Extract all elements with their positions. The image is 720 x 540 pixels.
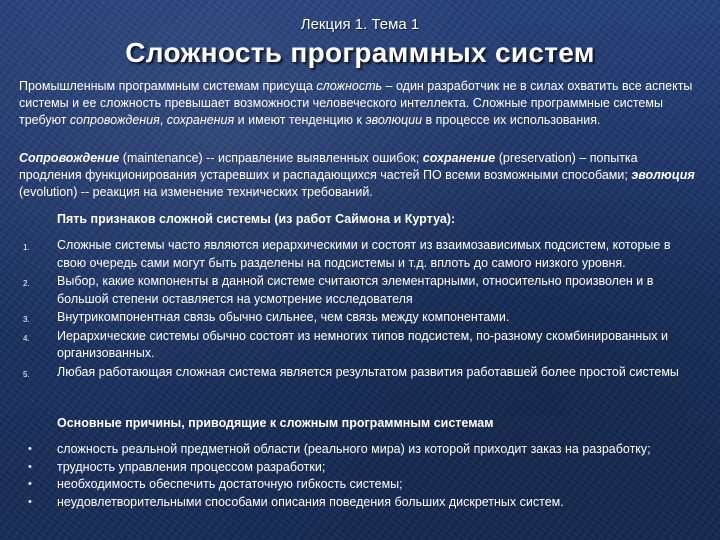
signs-heading: Пять признаков сложной системы (из работ Саймона и Куртуа):	[57, 212, 456, 226]
list-number: 3.	[23, 315, 30, 324]
list-item-text: Иерархические системы обычно состоят из немногих типов подсистем, по-разному скомбинированных и организованных.	[57, 328, 669, 360]
list-number: 4.	[23, 333, 30, 343]
list-item	[0, 273, 687, 308]
intro-term-maintenance: сопровождения	[69, 113, 160, 127]
bullet-icon: •	[28, 443, 32, 455]
list-item-text: Любая работающая сложная система является результатом развития работавшей более простой системы	[57, 364, 679, 379]
slide-title: Сложность программных систем	[125, 37, 595, 68]
bullet-icon: •	[28, 478, 32, 490]
definition-text-preservation: (preservation) – попытка продления функционирования устаревших и распадающихся частей ПО всеми возможными способами;	[19, 151, 638, 182]
list-number: 5.	[23, 369, 30, 379]
intro-text-1: Промышленным программным системам присуща	[19, 79, 317, 93]
list-item	[0, 328, 687, 363]
definition-term-evolution: эволюция	[631, 168, 695, 182]
list-item	[0, 441, 677, 459]
list-item	[0, 364, 687, 382]
intro-paragraph	[19, 78, 703, 129]
list-item-text: Внутрикомпонентная связь обычно сильнее, чем связь между компонентами.	[57, 310, 510, 324]
intro-term-complexity: сложность	[316, 79, 383, 93]
list-item	[0, 494, 677, 512]
definition-term-maintenance: Сопровождение	[19, 151, 120, 165]
bullet-icon: •	[28, 460, 32, 473]
bullet-icon: •	[28, 495, 32, 508]
reasons-heading: Основные причины, приводящие к сложным программным системам	[57, 416, 494, 430]
intro-term-preservation: сохранения	[166, 113, 235, 127]
definitions-paragraph	[19, 150, 703, 201]
list-item	[0, 459, 677, 477]
definition-text-maintenance: (maintenance) -- исправление выявленных ошибок;	[119, 151, 423, 165]
intro-term-evolution: эволюции	[365, 113, 423, 127]
list-item-text: трудность управления процессом разработки;	[57, 459, 326, 474]
list-item-text: Сложные системы часто являются иерархическими и состоят из взаимозависимых подсистем, которые в свою очередь сами могут быть разделены на подсистемы и т.д. вплоть до самого низкого уровня.	[57, 238, 671, 270]
list-number: 1.	[23, 243, 30, 252]
list-item	[0, 476, 677, 494]
intro-text-2: – один разработчик не в силах охватить все аспекты системы и ее сложность превышает возможности человеческого интеллекта. Сложные программные системы требуют	[19, 79, 693, 127]
list-item-text: сложность реальной предметной области (реального мира) из которой приходит заказ на разработку;	[57, 442, 651, 456]
list-item-text: Выбор, какие компоненты в данной системе считаются элементарными, относительно произволен и в большой степени оставляется на усмотрение исследователя	[57, 274, 654, 306]
intro-separator: ,	[159, 113, 167, 127]
list-number: 2.	[23, 279, 30, 288]
definition-term-preservation: сохранение	[422, 151, 496, 165]
list-item	[0, 237, 687, 272]
reasons-list	[0, 441, 720, 511]
list-item-text: необходимость обеспечить достаточную гибкость системы;	[57, 477, 403, 491]
lecture-label: Лекция 1. Тема 1	[300, 16, 420, 33]
intro-text-3: и имеют тенденцию к	[234, 113, 366, 127]
signs-list	[0, 237, 720, 382]
definition-text-evolution: (evolution) -- реакция на изменение технических требований.	[19, 185, 373, 199]
list-item	[0, 309, 687, 327]
intro-text-4: в процессе их использования.	[422, 113, 601, 127]
list-item-text: неудовлетворительными способами описания поведения больших дискретных систем.	[57, 494, 564, 509]
